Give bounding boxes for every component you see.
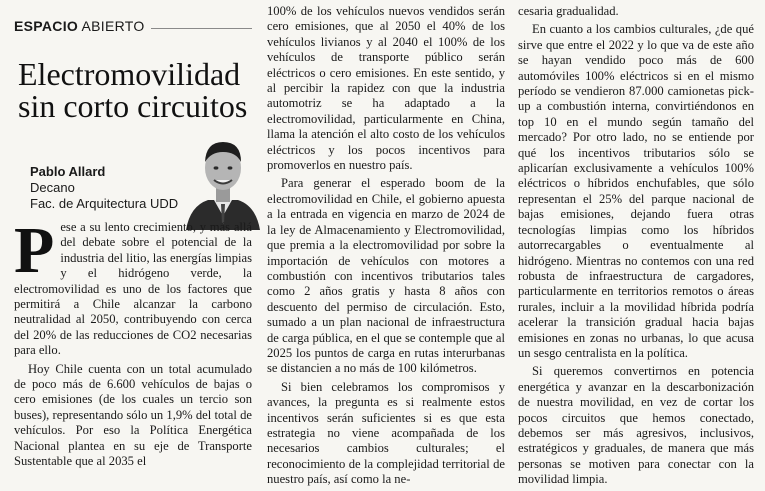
- author-affiliation: Fac. de Arquitectura UDD: [30, 196, 179, 211]
- author-portrait: [184, 130, 262, 230]
- author-role: Decano: [30, 180, 75, 195]
- lead-paragraph-text: ese a su lento crecimiento, y más allá del debate sobre el potencial de la industria del litio, las energías limpias y el hidrógeno verde, la electromovilidad es uno de los factores que permitirá a Chile alcanzar la carbono neutralidad al 2050, contribuyendo con cerca del 20% de las reducciones de CO2 necesarias para ello.: [14, 220, 252, 358]
- headline: [18, 58, 252, 122]
- author-name: Pablo Allard: [30, 164, 106, 179]
- paragraph: Hoy Chile cuenta con un total acumulado de poco más de 6.600 vehículos de bajas o cero emisiones (de los cuales un tercio son buses), representando sólo un 1,9% del total de vehículos. Por eso la Política Energética Nacional plantea en su eje de Transporte Sustentable que al 2035 el: [14, 361, 252, 469]
- headline-line-1: Electromovilidad: [18, 56, 241, 92]
- article-column-2: [267, 4, 505, 491]
- header-column: [14, 18, 252, 240]
- author-info: [30, 164, 178, 212]
- paragraph: 100% de los vehículos nuevos vendidos serán cero emisiones, que al 2050 el 40% de los vehículos livianos y al 2040 el 100% de los vehículos de transporte público serán eléctricos o cero emisiones. En este sentido, y al percibir la rapidez con que la industria automotriz se ha adaptado a la electromovilidad, particularmente en China, llama la atención el alto costo de los vehículos eléctricos y los pocos incentivos para promoverlos en nuestro país.: [267, 4, 505, 173]
- article-column-1: [14, 214, 252, 473]
- headline-line-2: sin corto circuitos: [18, 88, 248, 124]
- article-column-3: [518, 4, 754, 491]
- paragraph: Para generar el esperado boom de la electromovilidad en Chile, el gobierno apuesta a la entrada en vigencia en marzo de 2024 de la ley de Almacenamiento y Electromovilidad, que premia a la electromovilidad por sobre la importación de vehículos con motores a combustión con incentivos tributarios tales como 2 años gratis y hasta 8 años con descuento del permiso de circulación. Esto, sumado a un plan nacional de infraestructura de carga pública, en el que se contemple que al 2025 los puntos de carga en rutas interurbanas se distancien a no más de 100 kilómetros.: [267, 176, 505, 376]
- paragraph: cesaria gradualidad.: [518, 4, 619, 18]
- paragraph: Si bien celebramos los compromisos y avances, la pregunta es si realmente estos incentivos serán suficientes si es que esta estrategia no viene acompañada de los necesarios cambios culturales; el reconocimiento de la complejidad territorial de nuestro país, así como la ne-: [267, 379, 505, 487]
- section-tag: [14, 18, 252, 38]
- section-label: [14, 18, 151, 34]
- paragraph: En cuanto a los cambios culturales, ¿de qué sirve que entre el 2022 y lo que va de este año se hayan vendido poco más de 600 automóviles 100% eléctricos si en el mismo período se vendieron 87.000 camionetas pick-up a combustión interna, convirtiéndonos en top 10 en el mundo según tamaño del mercado? Por otro lado, no se entiende por qué los incentivos tributarios sólo se aplicarían exclusivamente a vehículos 100% eléctricos o híbridos enchufables, que sólo representan el 25% del parque nacional de bajas emisiones, dejando fuera otras tecnologías limpias como los híbridos autorrecargables o eventualmente al hidrógeno. Mientras no contemos con una red robusta de infraestructura de cargadores, particularmente en territorios remotos o áreas rurales, incluir a la movilidad híbrida podría acelerar la transición gradual hacia bajas emisiones en zonas no urbanas, lo que acusa un sesgo centralista en la política.: [518, 22, 754, 360]
- section-label-bold: ESPACIO: [14, 18, 79, 34]
- drop-cap: P: [14, 214, 55, 287]
- section-label-light: ABIERTO: [81, 18, 145, 34]
- paragraph: Si queremos convertirnos en potencia energética y avanzar en la descarbonización de nuestra movilidad, en vez de cortar los pocos circuitos que hemos conectado, debemos ser más agresivos, inclusivos, estratégicos y graduales, de manera que más personas se motiven para conectar con la movilidad limpia.: [518, 364, 754, 487]
- lead-paragraph: [14, 214, 252, 359]
